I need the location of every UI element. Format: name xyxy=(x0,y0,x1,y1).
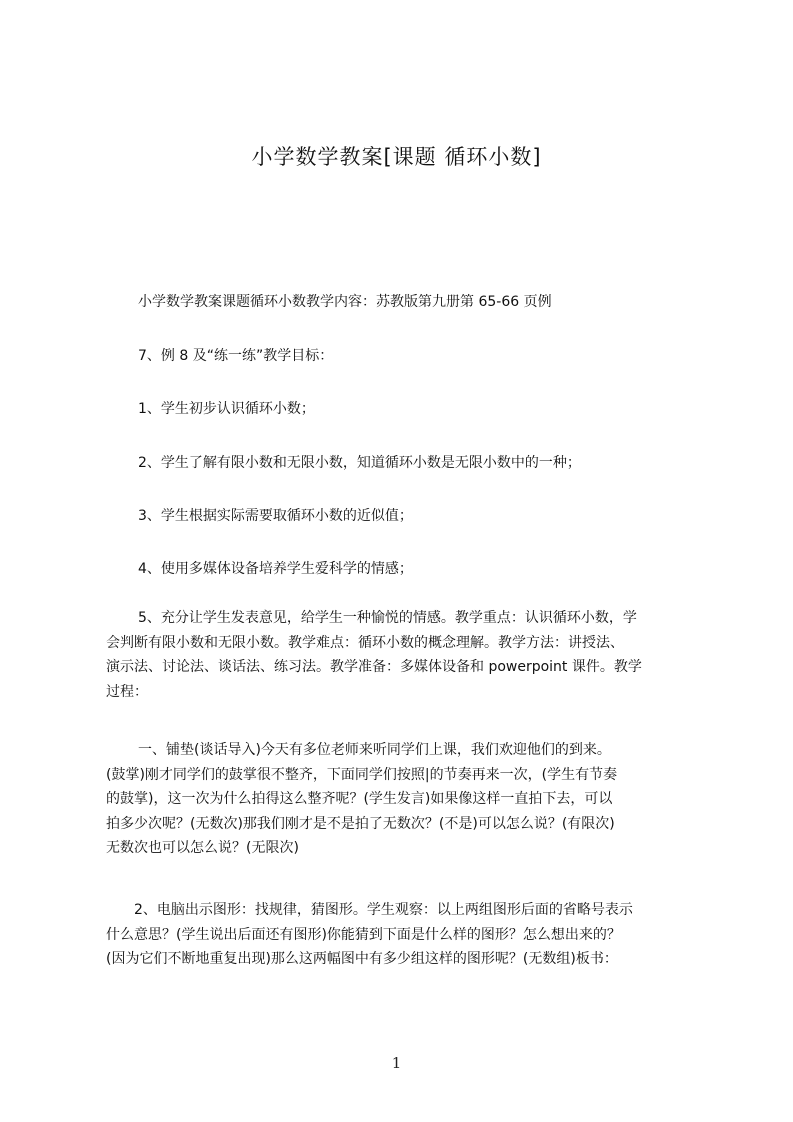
paragraph-line: 5、充分让学生发表意见，给学生一种愉悦的情感。教学重点：认识循环小数，学 xyxy=(138,610,637,626)
paragraph-line: 拍多少次呢？(无数次)那我们刚才是不是拍了无数次？(不是)可以怎么说？(有限次) xyxy=(106,815,615,832)
paragraph-line: 4、使用多媒体设备培养学生爱科学的情感； xyxy=(138,561,413,577)
paragraph-line: 演示法、讨论法、谈话法、练习法。教学准备：多媒体设备和 powerpoint 课件。教学 xyxy=(106,659,642,675)
document-title: 小学数学教案[课题 循环小数] xyxy=(251,145,542,169)
page-number: 1 xyxy=(391,1054,402,1072)
paragraph-line: 无数次也可以怎么说？(无限次) xyxy=(106,840,299,856)
paragraph-7 xyxy=(106,606,706,704)
paragraph-2 xyxy=(106,344,738,369)
paragraph-6 xyxy=(106,557,738,582)
paragraph-line: 的鼓掌)，这一次为什么拍得这么整齐呢？(学生发言)如果像这样一直拍下去，可以 xyxy=(106,791,613,807)
paragraph-1 xyxy=(106,290,738,315)
paragraph-line: 什么意思？(学生说出后面还有图形)你能猜到下面是什么样的图形？怎么想出来的？ xyxy=(106,926,621,943)
paragraph-line: (鼓掌)刚才同学们的鼓掌很不整齐，下面同学们按照|的节奏再来一次，(学生有节奏 xyxy=(106,766,618,783)
paragraph-line: 2、电脑出示图形：找规律，猜图形。学生观察：以上两组图形后面的省略号表示 xyxy=(134,902,633,918)
paragraph-line: 1、学生初步认识循环小数； xyxy=(138,401,315,417)
paragraph-3 xyxy=(106,397,738,422)
paragraph-line: 7、例 8 及“练一练”教学目标： xyxy=(138,348,334,364)
paragraph-line: 小学数学教案课题循环小数教学内容：苏教版第九册第 65-66 页例 xyxy=(138,294,552,310)
paragraph-line: 一、铺垫(谈话导入)今天有多位老师来听同学们上课，我们欢迎他们的到来。 xyxy=(138,742,611,758)
paragraph-line: 会判断有限小数和无限小数。教学难点：循环小数的概念理解。教学方法：讲授法、 xyxy=(106,634,624,651)
paragraph-line: 过程： xyxy=(106,683,148,700)
paragraph-8 xyxy=(106,738,706,861)
paragraph-line: (因为它们不断地重复出现)那么这两幅图中有多少组这样的图形呢？(无数组)板书： xyxy=(106,951,618,967)
paragraph-9 xyxy=(106,898,706,972)
paragraph-line: 2、学生了解有限小数和无限小数，知道循环小数是无限小数中的一种； xyxy=(138,455,581,471)
paragraph-4 xyxy=(106,451,738,476)
paragraph-line: 3、学生根据实际需要取循环小数的近似值； xyxy=(138,508,413,524)
paragraph-5 xyxy=(106,504,738,529)
